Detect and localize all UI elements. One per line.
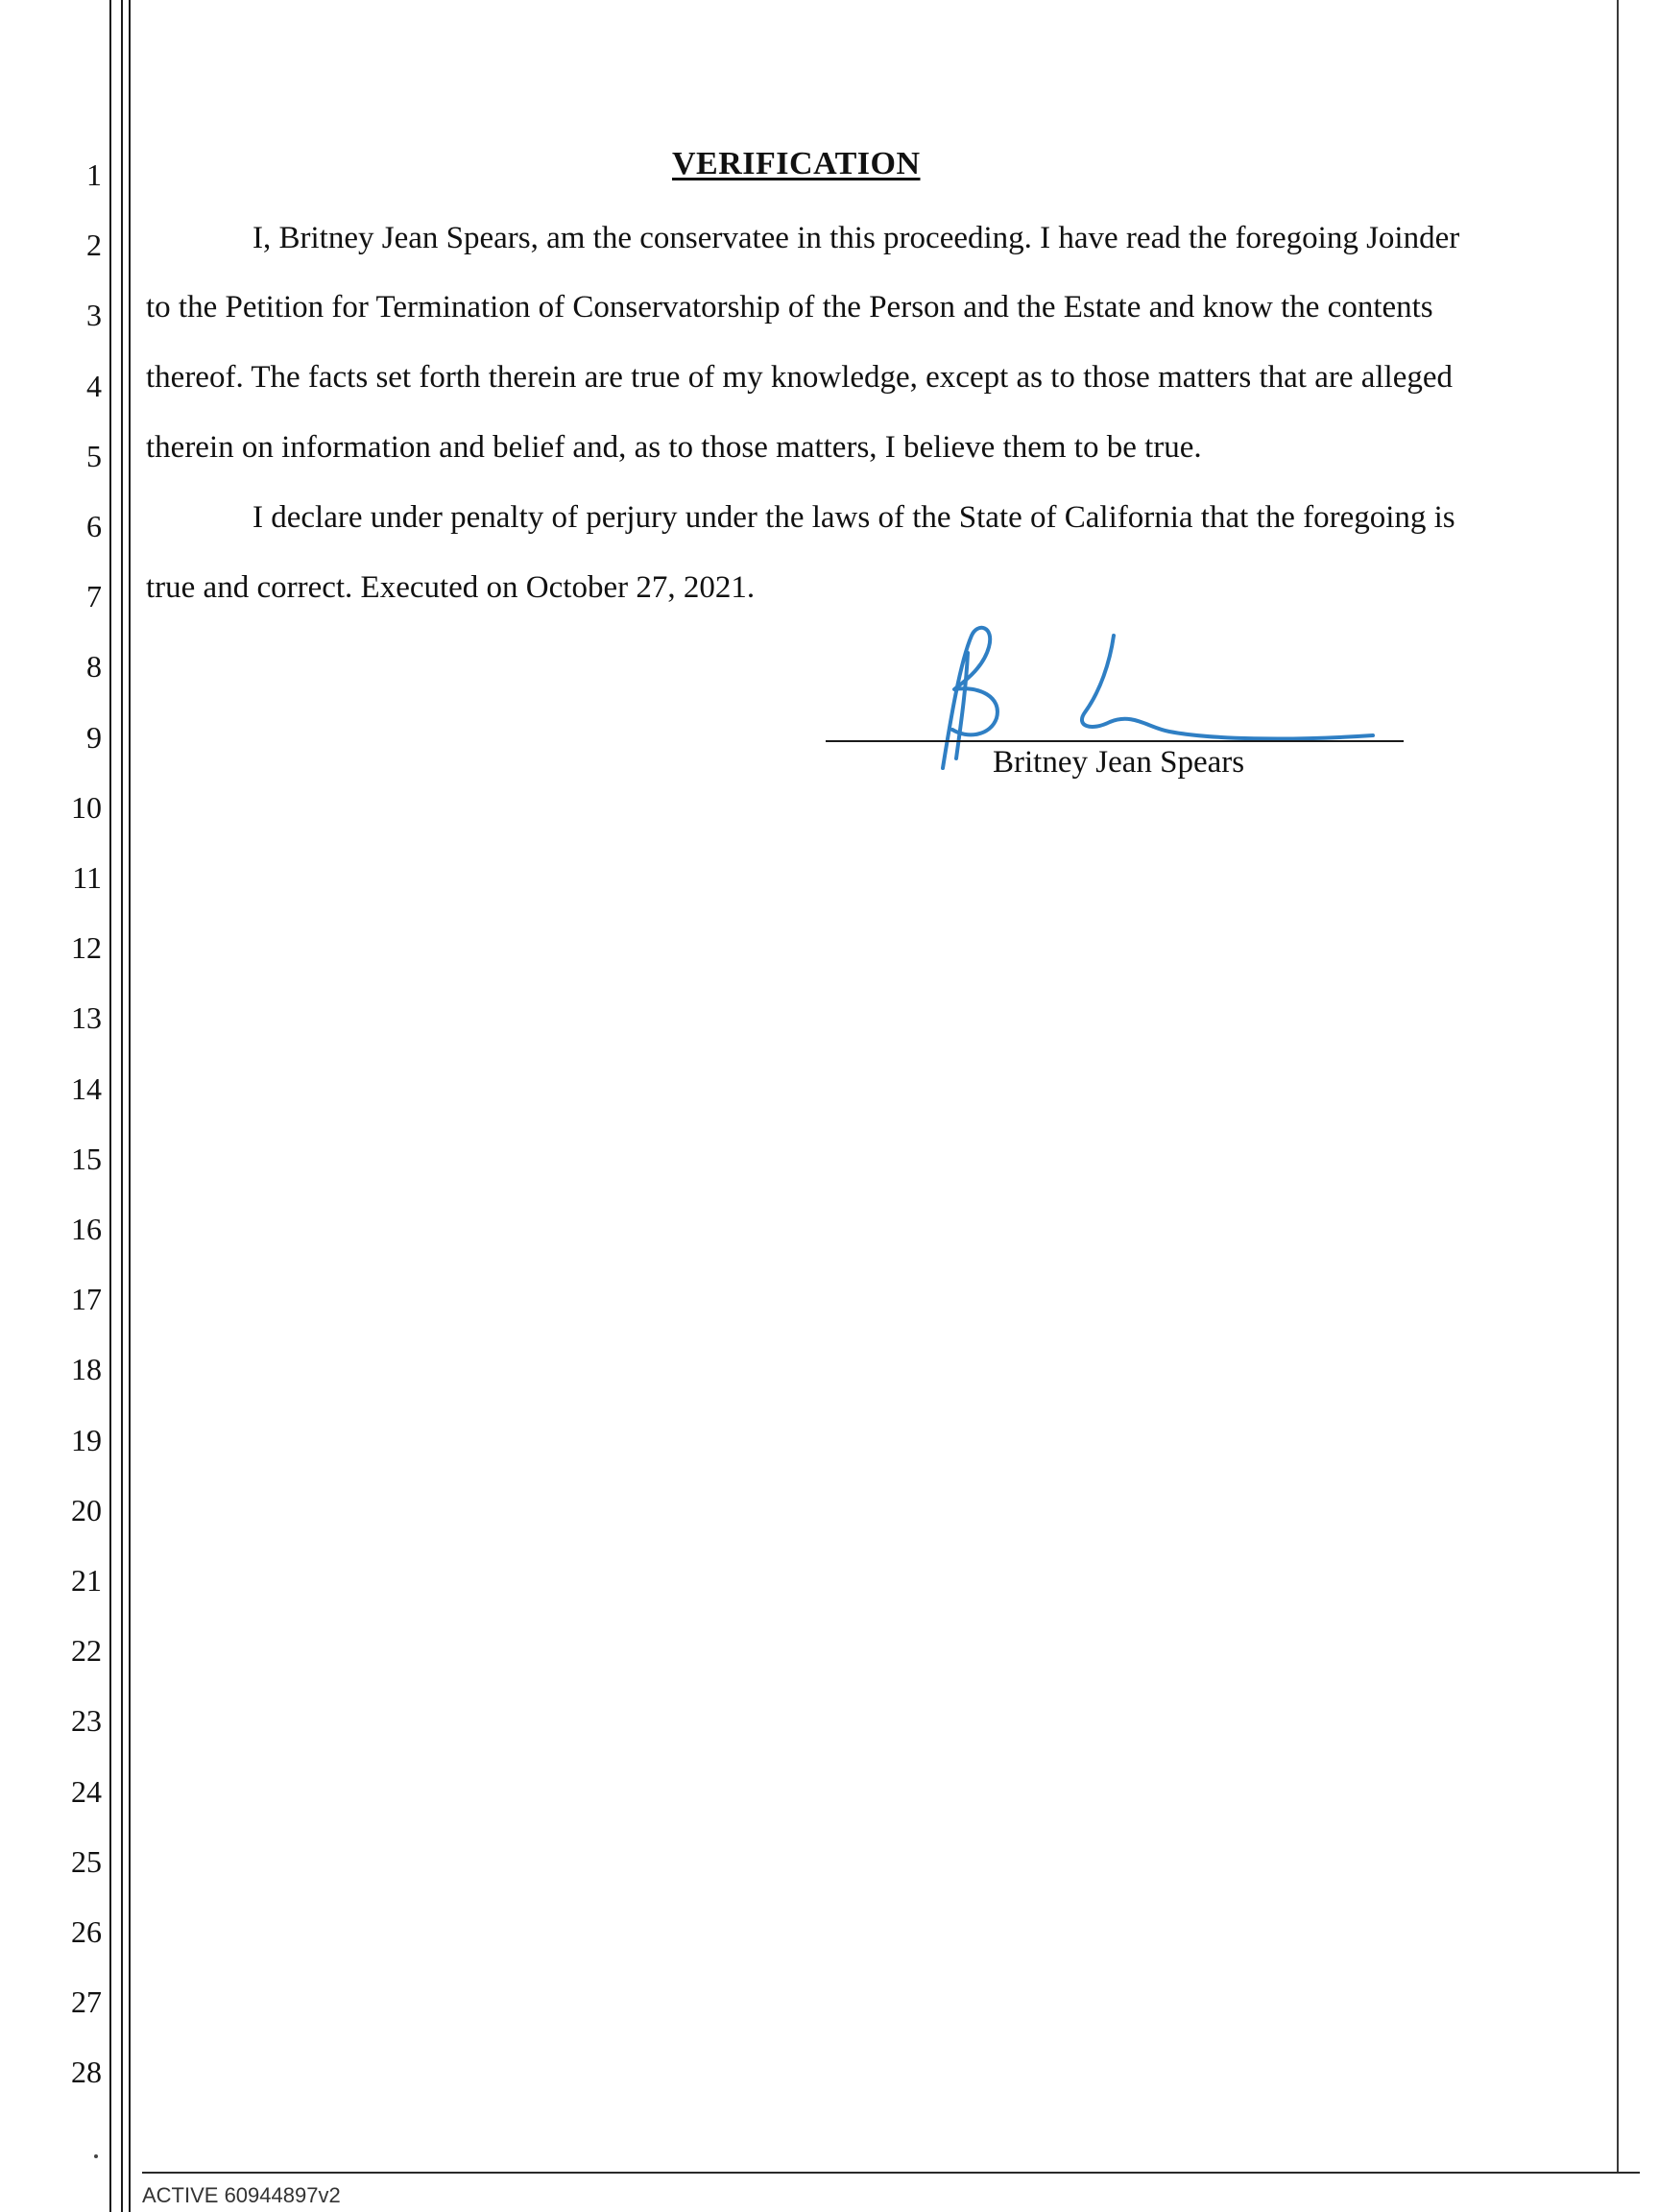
line-number: 9 [86,720,102,755]
document-title: VERIFICATION [672,146,921,181]
line-number: 25 [71,1844,102,1879]
line-number: 8 [86,649,102,684]
left-margin-rule [129,0,131,2212]
line-number: 5 [86,439,102,473]
footer-document-id: ACTIVE 60944897v2 [142,2183,341,2207]
line-number: 16 [71,1212,102,1246]
line-number: 6 [86,509,102,543]
line-number: 24 [71,1774,102,1809]
line-number: 21 [71,1563,102,1598]
line-number: 1 [86,157,102,192]
signatory-name: Britney Jean Spears [993,745,1245,780]
footer-rule [142,2172,1640,2174]
right-margin-rule [1617,0,1619,2172]
line-number: 7 [86,579,102,613]
body-line: true and correct. Executed on October 27, 2021. [146,570,756,605]
line-number: 26 [71,1914,102,1949]
line-number: 17 [71,1282,102,1316]
line-number: 20 [71,1493,102,1527]
signature-stroke [1082,636,1373,738]
body-line: thereof. The facts set forth therein are true of my knowledge, except as to those matters that are alleged [146,360,1454,395]
signature-line [826,740,1404,742]
line-number: 22 [71,1633,102,1668]
line-number: 15 [71,1142,102,1176]
left-margin-rule [121,0,123,2212]
line-number: 11 [72,860,102,895]
line-number: 13 [71,1000,102,1035]
body-line: I declare under penalty of perjury under the laws of the State of California that the foregoing is [252,500,1455,535]
line-number: 2 [86,228,102,262]
line-number: 12 [71,930,102,965]
line-number: 28 [71,2055,102,2089]
left-margin-rule [109,0,111,2212]
body-line: therein on information and belief and, as to those matters, I believe them to be true. [146,430,1202,465]
line-number: 18 [71,1352,102,1386]
line-number: 23 [71,1703,102,1738]
body-line: I, Britney Jean Spears, am the conservatee in this proceeding. I have read the foregoing Joinder [252,221,1460,255]
line-number: 4 [86,369,102,403]
line-number: 14 [71,1071,102,1106]
signature-stroke [943,628,998,768]
line-number: 3 [86,298,102,332]
body-line: to the Petition for Termination of Conservatorship of the Person and the Estate and know the contents [146,290,1433,325]
line-number: 19 [71,1423,102,1457]
scan-mark [94,2154,98,2158]
line-number: 10 [71,790,102,825]
line-number: 27 [71,1984,102,2019]
